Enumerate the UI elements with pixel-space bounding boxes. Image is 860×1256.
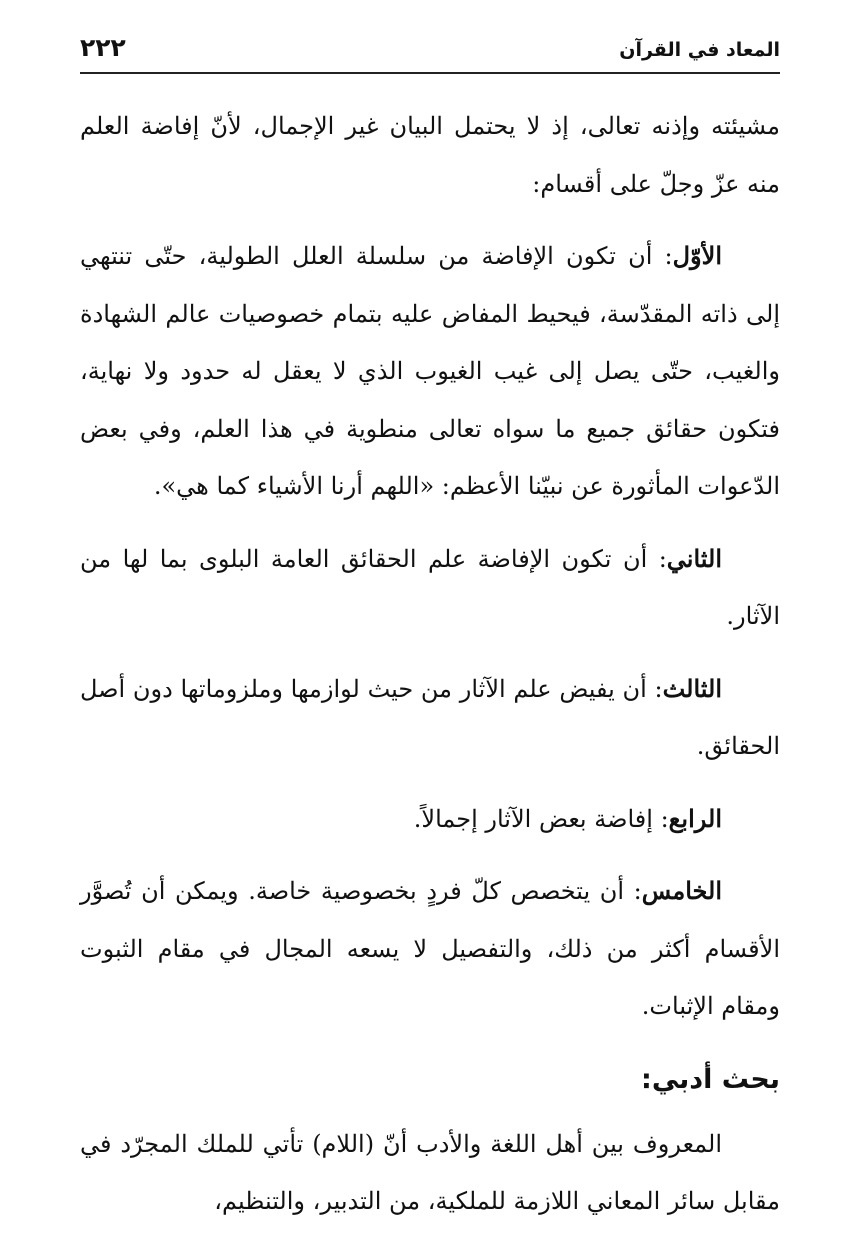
paragraph-text: المعروف بين أهل اللغة والأدب أنّ (اللام) تأتي للملك المجرّد في مقابل سائر المعاني اللازمة للملكية، من التدبير، والتنظيم،: [80, 1129, 780, 1215]
paragraph-fourth-category: [80, 790, 780, 849]
paragraph-lead: الخامس: [641, 876, 722, 905]
paragraph-text: : أن تكون الإفاضة من سلسلة العلل الطولية، حتّى تنتهي إلى ذاته المقدّسة، فيحيط المفاض عليه بتمام خصوصيات عالم الشهادة والغيب، حتّى يصل إلى غيب الغيوب الذي لا يعقل له حدود ولا نهاية، فتكون حقائق جميع ما سواه تعالى منطوية في هذا العلم، وفي بعض الدّعوات المأثورة عن نبيّنا الأعظم: «اللهم أرنا الأشياء كما هي».: [80, 242, 780, 500]
paragraph-second-category: [80, 530, 780, 646]
paragraph-fifth-category: [80, 862, 780, 1036]
paragraph-text: : إفاضة بعض الآثار إجمالاً.: [413, 804, 669, 833]
paragraph-text: : أن تكون الإفاضة علم الحقائق العامة البلوى بما لها من الآثار.: [80, 544, 780, 630]
page-number: ٢٢٢: [80, 33, 126, 62]
paragraph-lead: الثالث: [662, 673, 722, 703]
paragraph-first-category: [80, 227, 780, 516]
paragraph-third-category: [80, 660, 780, 776]
paragraph-section-text: [80, 1116, 780, 1231]
section-heading: بحث أدبي:: [641, 1063, 780, 1095]
paragraph-text: مشيئته وإذنه تعالى، إذ لا يحتمل البيان غير الإجمال، لأنّ إفاضة العلم منه عزّ وجلّ على أقسام:: [80, 112, 780, 198]
paragraph-text: : أن يتخصص كلّ فردٍ بخصوصية خاصة. ويمكن أن تُصوَّر الأقسام أكثر من ذلك، والتفصيل لا يسعه المجال في مقام الثبوت ومقام الإثبات.: [80, 877, 780, 1020]
body-text: [80, 98, 780, 1245]
paragraph-intro: [80, 98, 780, 213]
paragraph-text: : أن يفيض علم الآثار من حيث لوازمها وملزوماتها دون أصل الحقائق.: [80, 674, 780, 760]
page-header: [80, 32, 780, 74]
running-title: المعاد في القرآن: [619, 39, 780, 61]
paragraph-lead: الرابع: [668, 803, 722, 833]
paragraph-lead: الثاني: [666, 543, 722, 573]
paragraph-lead: الأوّل: [672, 241, 722, 270]
